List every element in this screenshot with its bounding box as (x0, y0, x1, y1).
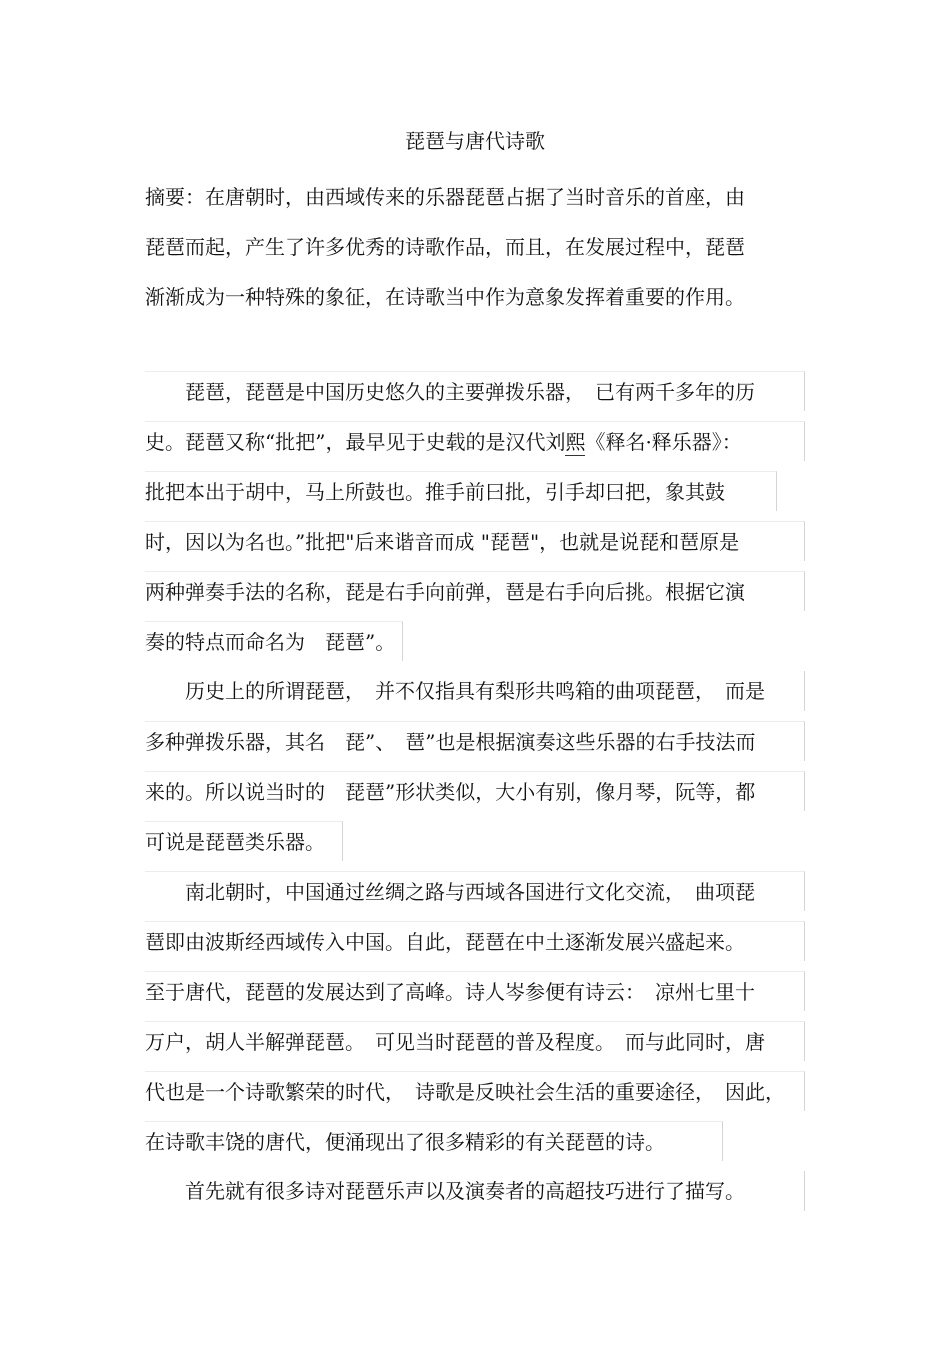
body-line: 南北朝时，中国通过丝绸之路与西域各国进行文化交流， 曲项琵 (145, 871, 805, 911)
body-line: 时，因以为名也。”批把"后来谐音而成 "琵琶"，也就是说琵和琶原是 (145, 521, 805, 561)
underlined-text: 熙 (565, 430, 586, 454)
document-title: 琵琶与唐代诗歌 (405, 129, 545, 153)
body-line: 在诗歌丰饶的唐代，便涌现出了很多精彩的有关琵琶的诗。 (145, 1121, 723, 1161)
abstract-paragraph (145, 172, 805, 322)
body-line: 来的。所以说当时的 琵琶”形状类似，大小有别，像月琴，阮等，都 (145, 771, 805, 811)
body-line: 两种弹奏手法的名称，琵是右手向前弹，琶是右手向后挑。根据它演 (145, 571, 805, 611)
body-line: 史。琵琶又称“批把”，最早见于史载的是汉代刘熙《释名·释乐器》： (145, 421, 805, 461)
body-line: 首先就有很多诗对琵琶乐声以及演奏者的高超技巧进行了描写。 (145, 1171, 805, 1211)
body-line: 奏的特点而命名为 琵琶”。 (145, 621, 403, 661)
body-line: 琶即由波斯经西域传入中国。自此，琵琶在中土逐渐发展兴盛起来。 (145, 921, 805, 961)
body-line: 代也是一个诗歌繁荣的时代， 诗歌是反映社会生活的重要途径， 因此， (145, 1071, 805, 1111)
body-line: 可说是琵琶类乐器。 (145, 821, 343, 861)
abstract-line: 摘要：在唐朝时，由西域传来的乐器琵琶占据了当时音乐的首座，由 (145, 185, 745, 209)
abstract-line: 渐渐成为一种特殊的象征，在诗歌当中作为意象发挥着重要的作用。 (145, 285, 745, 309)
body-line: 万户，胡人半解弹琵琶。 可见当时琵琶的普及程度。 而与此同时，唐 (145, 1021, 805, 1061)
body-line: 多种弹拨乐器，其名 琵”、 琶”也是根据演奏这些乐器的右手技法而 (145, 721, 805, 761)
body-line: 批把本出于胡中，马上所鼓也。推手前曰批，引手却曰把，象其鼓 (145, 471, 777, 511)
body-line: 琵琶，琵琶是中国历史悠久的主要弹拨乐器， 已有两千多年的历 (145, 371, 805, 411)
body-line: 历史上的所谓琵琶， 并不仅指具有梨形共鸣箱的曲项琵琶， 而是 (145, 671, 805, 711)
body-line: 至于唐代，琵琶的发展达到了高峰。诗人岑参便有诗云： 凉州七里十 (145, 971, 805, 1011)
abstract-line: 琵琶而起，产生了许多优秀的诗歌作品，而且，在发展过程中，琵琶 (145, 235, 745, 259)
